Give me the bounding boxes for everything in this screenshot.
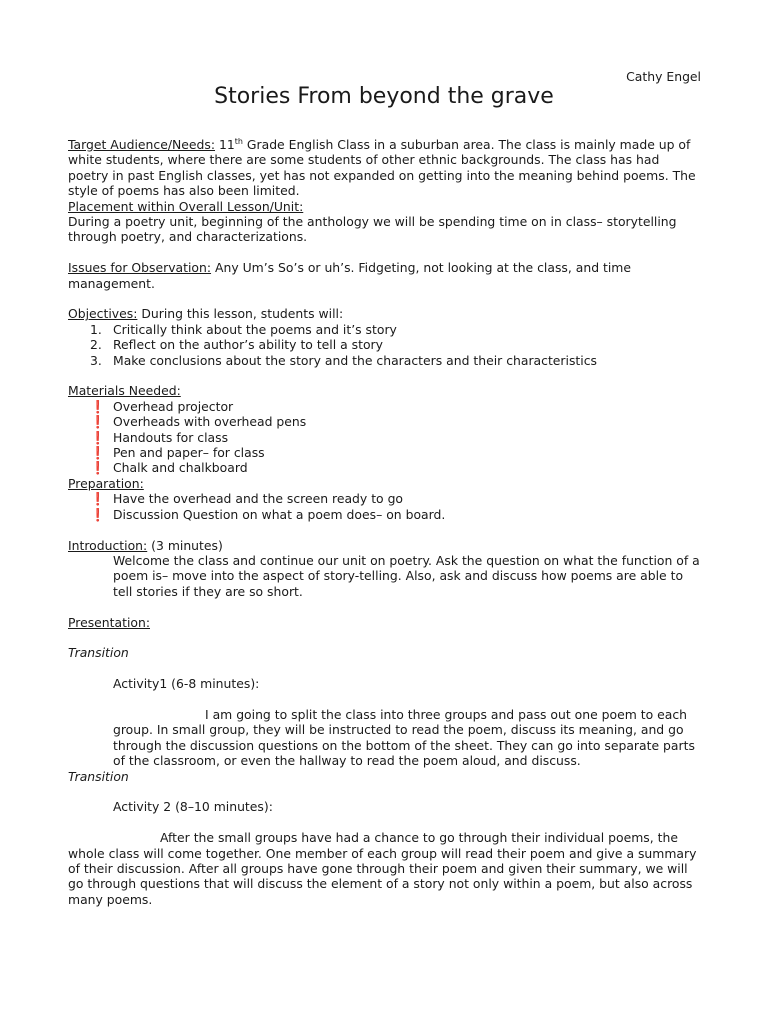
list-item bbox=[68, 414, 700, 429]
list-item bbox=[68, 322, 700, 337]
list-item-text: Critically think about the poems and it’s story bbox=[113, 321, 397, 337]
list-item-text: Have the overhead and the screen ready to go bbox=[113, 491, 404, 507]
bullet-icon: ❗ bbox=[90, 445, 106, 461]
lesson-plan-body bbox=[68, 137, 700, 907]
list-item bbox=[68, 353, 700, 368]
placement-label: Placement within Overall Lesson/Unit: bbox=[68, 198, 304, 214]
bullet-icon: ❗ bbox=[90, 506, 106, 522]
introduction-time: (3 minutes) bbox=[147, 537, 223, 553]
list-item-text: Handouts for class bbox=[113, 429, 229, 445]
grade-suffix: th bbox=[234, 136, 243, 146]
list-item bbox=[68, 399, 700, 414]
list-item-text: Reflect on the author’s ability to tell a story bbox=[113, 337, 383, 353]
transition-label: Transition bbox=[68, 645, 129, 661]
activity1-body: I am going to split the class into three groups and pass out one poem to each group. In small group, they will be instructed to read the poem, discuss its meaning, and go through the discussion questions on the bottom of the sheet. They can go into separate parts of the classroom, or even the hallway to read the poem aloud, and discuss. bbox=[113, 706, 695, 769]
issues-text: Any Um’s So’s or uh’s. Fidgeting, not looking at the class, and time management. bbox=[68, 260, 631, 291]
introduction-text: Welcome the class and continue our unit on poetry. Ask the question on what the function of a poem is– move into the aspect of story-telling. Also, ask and discuss how poems are able to tell stories if they are so short. bbox=[113, 552, 700, 599]
issues-label: Issues for Observation: bbox=[68, 260, 212, 276]
introduction-label: Introduction: bbox=[68, 537, 148, 553]
document-title: Stories From beyond the grave bbox=[214, 84, 554, 109]
activity2-body: After the small groups have had a chance to go through their individual poems, the whole class will come together. One member of each group will read their poem and give a summary of their discussion. After all groups have gone through their poem and given their summary, we will go through questions that will discuss the element of a story not only within a poem, but also across many poems. bbox=[68, 830, 697, 907]
bullet-icon: ❗ bbox=[90, 398, 106, 414]
list-item bbox=[68, 445, 700, 460]
objectives-label: Objectives: bbox=[68, 306, 138, 322]
list-item-text: Overhead projector bbox=[113, 398, 234, 414]
list-number: 1. bbox=[90, 321, 102, 337]
transition-label: Transition bbox=[68, 768, 129, 784]
list-item-text: Pen and paper– for class bbox=[113, 445, 265, 461]
objectives-list bbox=[68, 322, 700, 368]
materials-list bbox=[68, 399, 700, 476]
list-item-text: Overheads with overhead pens bbox=[113, 414, 307, 430]
bullet-icon: ❗ bbox=[90, 460, 106, 476]
activity2-heading: Activity 2 (8–10 minutes): bbox=[113, 799, 273, 815]
list-item bbox=[68, 507, 700, 522]
bullet-icon: ❗ bbox=[90, 414, 106, 430]
objectives-intro: During this lesson, students will: bbox=[137, 306, 344, 322]
author-name: Cathy Engel bbox=[626, 69, 701, 84]
presentation-label: Presentation: bbox=[68, 614, 150, 630]
list-number: 3. bbox=[90, 352, 102, 368]
bullet-icon: ❗ bbox=[90, 429, 106, 445]
target-audience-text: Grade English Class in a suburban area. The class is mainly made up of white students, where there are some students of other ethnic backgrounds. The class has had poetry in past English classes, yet has not expanded on getting into the meaning behind poems. The style of poems has also been limited. bbox=[68, 137, 696, 199]
list-item bbox=[68, 491, 700, 506]
list-item-text: Chalk and chalkboard bbox=[113, 460, 248, 476]
target-audience-paragraph bbox=[68, 137, 700, 199]
list-item-text: Make conclusions about the story and the characters and their characteristics bbox=[113, 352, 597, 368]
list-item bbox=[68, 430, 700, 445]
introduction-heading bbox=[68, 538, 700, 553]
bullet-icon: ❗ bbox=[90, 491, 106, 507]
list-item bbox=[68, 460, 700, 475]
target-audience-label: Target Audience/Needs: bbox=[68, 137, 216, 152]
activity1-text bbox=[68, 707, 700, 769]
materials-label: Materials Needed: bbox=[68, 383, 181, 399]
activity1-heading: Activity1 (6-8 minutes): bbox=[113, 676, 260, 692]
list-item-text: Discussion Question on what a poem does– on board. bbox=[113, 506, 446, 522]
preparation-label: Preparation: bbox=[68, 475, 144, 491]
issues-paragraph bbox=[68, 260, 700, 291]
objectives-paragraph bbox=[68, 306, 700, 321]
placement-text: During a poetry unit, beginning of the anthology we will be spending time on in class– storytelling through poetry, and characterizations. bbox=[68, 214, 677, 245]
list-number: 2. bbox=[90, 337, 102, 353]
activity2-text bbox=[68, 830, 700, 907]
preparation-list bbox=[68, 491, 700, 522]
list-item bbox=[68, 337, 700, 352]
grade-number: 11 bbox=[218, 137, 235, 152]
